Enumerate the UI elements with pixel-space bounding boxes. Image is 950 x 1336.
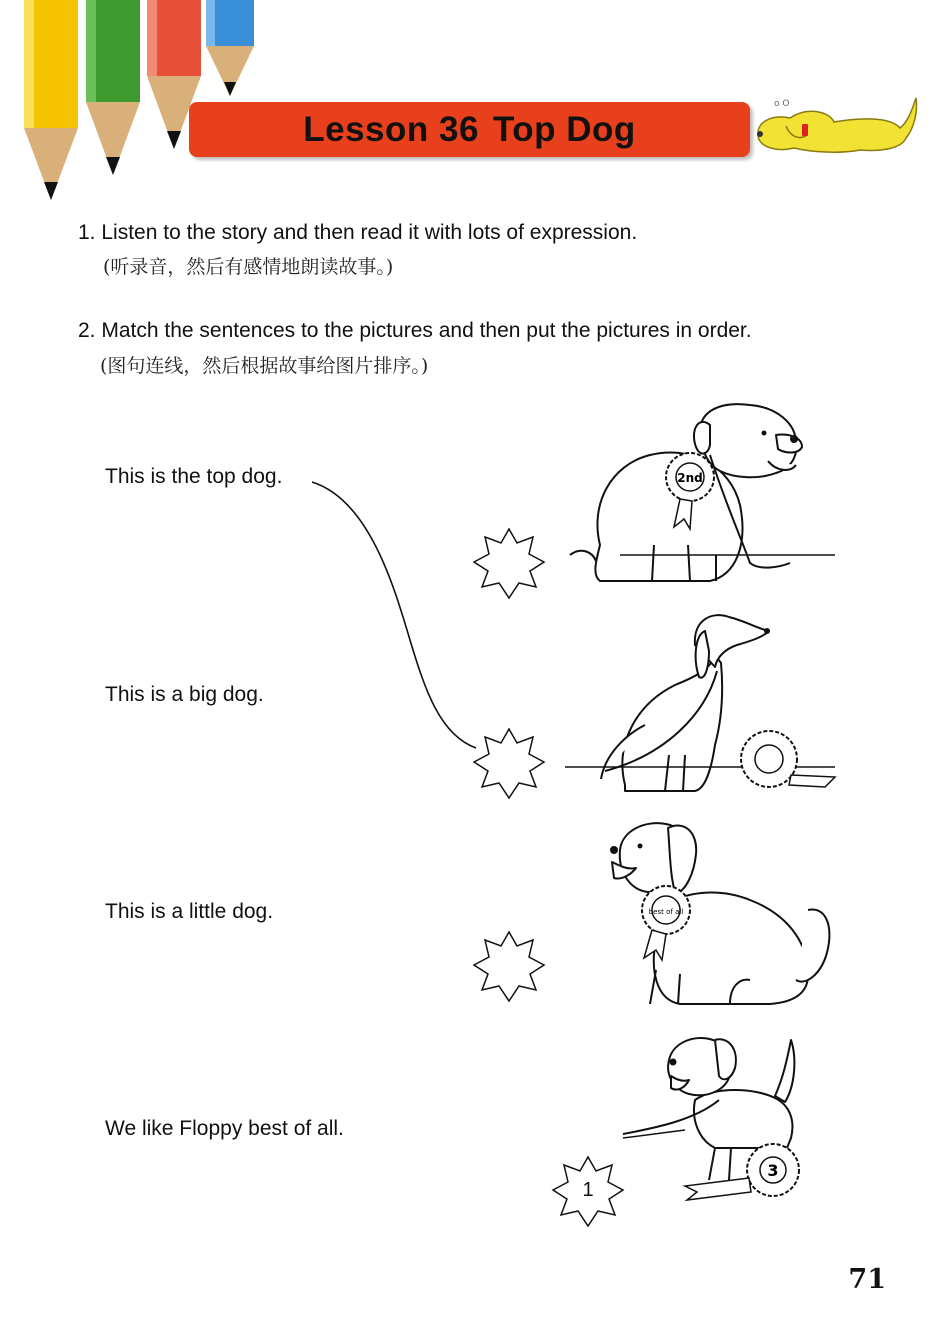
svg-text:o O: o O [774, 99, 790, 109]
sleeping-dog-icon [750, 92, 920, 160]
slim-dog-with-rosette-on-ground-icon [545, 605, 845, 815]
instruction-1-chinese: (听录音，然后有感情地朗读故事。) [103, 256, 394, 278]
sentence-little-dog[interactable]: This is a little dog. [105, 900, 274, 923]
rosette-text-3rd: 3 [767, 1161, 779, 1180]
shaggy-dog-2nd-rosette-icon [540, 395, 840, 605]
instruction-number: 2. [78, 319, 96, 342]
lesson-label: Lesson 36 [303, 109, 479, 149]
example-match-line [300, 470, 490, 760]
rosette-text-best-of-all: best of all [648, 908, 684, 916]
instruction-1 [78, 221, 637, 245]
rosette-text-2nd: 2nd [677, 471, 703, 485]
instruction-2 [78, 319, 752, 343]
order-star-3[interactable] [470, 928, 548, 1006]
instruction-text: Listen to the story and then read it with lots of expression. [101, 221, 638, 244]
lesson-title [303, 110, 636, 150]
instruction-2-chinese: (图句连线，然后根据故事给图片排序。) [100, 355, 429, 377]
order-star-2[interactable] [470, 725, 548, 803]
instruction-number: 1. [78, 221, 96, 244]
little-dog-3rd-rosette-icon [615, 1030, 845, 1240]
instruction-text: Match the sentences to the pictures and then put the pictures in order. [101, 319, 752, 342]
lesson-name: Top Dog [492, 109, 636, 149]
sentence-floppy[interactable]: We like Floppy best of all. [105, 1117, 344, 1140]
star-number: 1 [582, 1179, 594, 1201]
page-number: 71 [848, 1264, 886, 1295]
fluffy-dog-best-of-all-rosette-icon [570, 810, 870, 1020]
sentence-big-dog[interactable]: This is a big dog. [105, 683, 264, 706]
lesson-title-banner [189, 102, 750, 157]
order-star-1[interactable] [470, 525, 548, 603]
sentence-top-dog[interactable]: This is the top dog. [105, 465, 283, 488]
